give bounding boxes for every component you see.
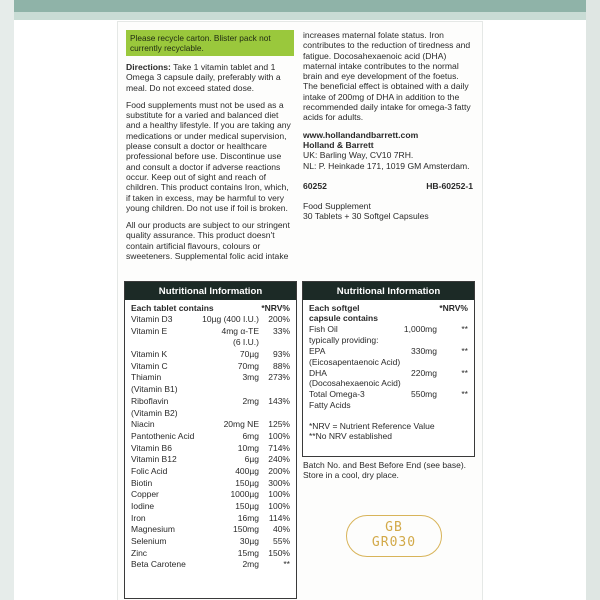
product-count: 30 Tablets + 30 Softgel Capsules — [303, 211, 429, 222]
footnote-no-nrv: **No NRV established — [309, 430, 392, 441]
nutrient-name: Iodine — [131, 501, 155, 511]
nutrient-nrv: 100% — [268, 489, 290, 500]
nutrient-nrv: 55% — [272, 536, 290, 547]
table-title: Nutritional Information — [303, 282, 474, 300]
footnote-nrv: *NRV = Nutrient Reference Value — [309, 420, 435, 431]
carton-top-edge — [0, 0, 600, 12]
batch-text: Batch No. and Best Before End (see base). — [303, 460, 467, 470]
nutrient-amount: 6µg — [244, 454, 259, 465]
table-body — [125, 314, 296, 570]
table-row — [125, 443, 296, 453]
nutrition-table-tablet — [124, 281, 297, 599]
company-name: Holland & Barrett — [303, 139, 374, 150]
nutrient-nrv: 100% — [268, 430, 290, 441]
nutrient-nrv: 273% — [268, 372, 290, 383]
table-row — [303, 378, 474, 388]
table-body — [303, 324, 474, 411]
table-row — [303, 389, 474, 399]
nutrient-amount: 1000µg — [230, 489, 259, 500]
table-row — [125, 489, 296, 499]
gb-stamp — [346, 515, 442, 557]
nutrient-name: Iron — [131, 512, 146, 523]
nutrient-amount: 70µg — [239, 349, 259, 360]
storage-text: Store in a cool, dry place. — [303, 470, 399, 481]
nutrient-name: Niacin — [131, 419, 155, 430]
nutrient-amount: 70mg — [237, 360, 259, 371]
table-row — [125, 361, 296, 371]
website: www.hollandandbarrett.com — [303, 129, 419, 140]
table-row — [125, 548, 296, 558]
stamp-line1: GB — [385, 520, 403, 535]
carton-left-edge — [0, 0, 14, 600]
nutrient-name: Riboflavin — [131, 395, 169, 406]
nutrient-nrv: 200% — [268, 465, 290, 476]
nutrient-name: Thiamin — [131, 372, 162, 383]
table-row — [303, 368, 474, 378]
recycle-note: Please recycle carton. Blister pack not currently recyclable. — [126, 30, 294, 56]
nutrient-amount: 10mg — [237, 442, 259, 453]
table-row — [125, 431, 296, 441]
col-header-contents: Each tablet contains — [131, 303, 214, 313]
nutrient-amount: 2mg — [242, 395, 259, 406]
table-row — [125, 419, 296, 429]
stamp-line2: GR030 — [371, 535, 417, 550]
table-row — [125, 513, 296, 523]
table-header-row — [303, 300, 474, 324]
table-row — [125, 349, 296, 359]
table-row — [303, 335, 474, 345]
nutrient-amount: 550mg — [411, 389, 437, 400]
nutrient-amount: 6mg — [242, 430, 259, 441]
nutrient-amount: 150µg — [235, 477, 259, 488]
nutrient-amount: 16mg — [237, 512, 259, 523]
nutrient-nrv: ** — [461, 389, 468, 400]
nutrient-nrv: 100% — [268, 501, 290, 511]
health-claims-paragraph: increases maternal folate status. Iron contributes to the reduction of tiredness and fatigue. Docosahexaenoic acid (DHA) maternal intake contributes to the normal brain and eye development of the foetus. The beneficial effect is obtained with a daily intake of 200mg of DHA in addition to the recommended daily intake for omega-3 fatty acids for adults. — [303, 30, 471, 123]
nutrient-name: Biotin — [131, 477, 153, 488]
nutrient-amount: 2mg — [242, 559, 259, 570]
nutrient-amount: 1,000mg — [403, 324, 437, 334]
left-text-column — [126, 30, 294, 268]
nutrient-name: (Eicosapentaenoic Acid) — [309, 356, 401, 367]
col-header-contents-line1: Each softgel — [309, 303, 360, 313]
directions-text: Take 1 vitamin tablet and 1 Omega 3 capsule daily, preferably with a meal. Do not exceed stated dose. — [126, 62, 281, 93]
table-row — [125, 372, 296, 382]
code-left: 60252 — [303, 180, 327, 191]
nutrient-name: (Vitamin B2) — [131, 407, 178, 418]
nutrient-name: Vitamin C — [131, 360, 168, 371]
nutrient-name: Total Omega-3 — [309, 389, 365, 400]
nutrient-name: Pantothenic Acid — [131, 430, 195, 441]
nutrient-name: Vitamin E — [131, 325, 168, 336]
nutrient-amount: 4mg α-TE — [221, 325, 259, 336]
table-row — [125, 559, 296, 569]
nutrient-name: Vitamin D3 — [131, 314, 173, 324]
table-row — [125, 501, 296, 511]
nutrient-name: typically providing: — [309, 334, 379, 345]
col-header-nrv: *NRV% — [439, 303, 468, 313]
table-row — [125, 524, 296, 534]
nutrient-amount: 330mg — [411, 345, 437, 356]
table-row — [125, 314, 296, 324]
table-row — [125, 454, 296, 464]
nutrient-name: DHA — [309, 367, 327, 378]
table-row — [303, 346, 474, 356]
table-row — [125, 478, 296, 488]
nutrient-nrv: 33% — [272, 325, 290, 336]
nutrient-amount: 20mg NE — [223, 419, 259, 430]
table-row — [125, 337, 296, 347]
nutrient-amount: 3mg — [242, 372, 259, 383]
table-row — [125, 396, 296, 406]
nutrient-name: Zinc — [131, 547, 148, 558]
carton-top-fold — [0, 12, 600, 20]
nutrient-name: Folic Acid — [131, 465, 168, 476]
table-row — [125, 536, 296, 546]
nutrient-name: Fish Oil — [309, 324, 338, 334]
address-nl: NL: P. Heinkade 171, 1019 GM Amsterdam. — [303, 160, 470, 171]
nutrient-name: EPA — [309, 345, 326, 356]
quality-paragraph: All our products are subject to our stringent quality assurance. This product doesn't contain artificial flavours, colours or sweeteners. Supplemental folic acid intake — [126, 220, 290, 262]
nutrient-nrv: 143% — [268, 395, 290, 406]
col-header-nrv: *NRV% — [261, 303, 290, 313]
table-row — [125, 326, 296, 336]
nutrient-name: (Docosahexaenoic Acid) — [309, 378, 401, 389]
nutrient-amount: (6 I.U.) — [233, 337, 259, 348]
nutrient-name: Vitamin B12 — [131, 454, 177, 465]
warning-paragraph: Food supplements must not be used as a substitute for a varied and balanced diet and a healthy lifestyle. If you are taking any medications or under medical supervision, please consult a doctor or healthcare professional before use. Discontinue use and consult a doctor if adverse reactions occur. Keep out of sight and reach of children. This product contains Iron, which, if taken in excess, may be harmful to very young children. Do not use if foil is broken. — [126, 99, 291, 213]
nutrient-nrv: 240% — [268, 454, 290, 465]
right-text-column — [303, 30, 473, 221]
code-right: HB-60252-1 — [426, 180, 473, 191]
directions-label: Directions: — [126, 62, 171, 72]
nutrient-name: Fatty Acids — [309, 400, 351, 411]
nutrient-nrv: ** — [461, 345, 468, 356]
nutrient-amount: 150µg — [235, 501, 259, 511]
nutrient-amount: 220mg — [411, 367, 437, 378]
table-row — [303, 357, 474, 367]
nutrient-name: Copper — [131, 489, 159, 500]
table-header-row — [125, 300, 296, 314]
nutrient-nrv: 714% — [268, 442, 290, 453]
nutrient-nrv: 300% — [268, 477, 290, 488]
product-type: Food Supplement — [303, 200, 371, 211]
nutrient-name: Magnesium — [131, 524, 175, 535]
nutrient-amount: 10µg (400 I.U.) — [202, 314, 259, 324]
nutrient-nrv: 200% — [268, 314, 290, 324]
nutrient-amount: 150mg — [233, 524, 259, 535]
carton-right-edge — [586, 0, 600, 600]
nutrient-amount: 400µg — [235, 465, 259, 476]
nutrient-nrv: 125% — [268, 419, 290, 430]
col-header-contents-line2: capsule contains — [309, 313, 378, 323]
nutrient-nrv: ** — [283, 559, 290, 570]
table-row — [125, 408, 296, 418]
table-title: Nutritional Information — [125, 282, 296, 300]
nutrient-amount: 30µg — [239, 536, 259, 547]
nutrient-nrv: ** — [461, 367, 468, 378]
table-row — [125, 466, 296, 476]
nutrient-amount: 15mg — [237, 547, 259, 558]
nutrient-nrv: 150% — [268, 547, 290, 558]
directions-paragraph — [126, 62, 294, 93]
nutrient-nrv: 88% — [272, 360, 290, 371]
table-row — [303, 324, 474, 334]
product-codes — [303, 181, 473, 193]
nutrient-name: Vitamin B6 — [131, 442, 172, 453]
table-row — [125, 384, 296, 394]
nutrient-name: Beta Carotene — [131, 559, 186, 570]
storage-block — [303, 460, 473, 481]
nutrient-nrv: 114% — [268, 512, 290, 523]
nutrient-name: Vitamin K — [131, 349, 168, 360]
nutrient-nrv: ** — [461, 324, 468, 334]
nutrient-nrv: 93% — [272, 349, 290, 360]
table-row — [303, 400, 474, 410]
nutrient-name: (Vitamin B1) — [131, 384, 178, 395]
nutrient-nrv: 40% — [272, 524, 290, 535]
nutrient-name: Selenium — [131, 536, 167, 547]
address-uk: UK: Barling Way, CV10 7RH. — [303, 150, 414, 161]
nutrition-table-softgel — [302, 281, 475, 457]
